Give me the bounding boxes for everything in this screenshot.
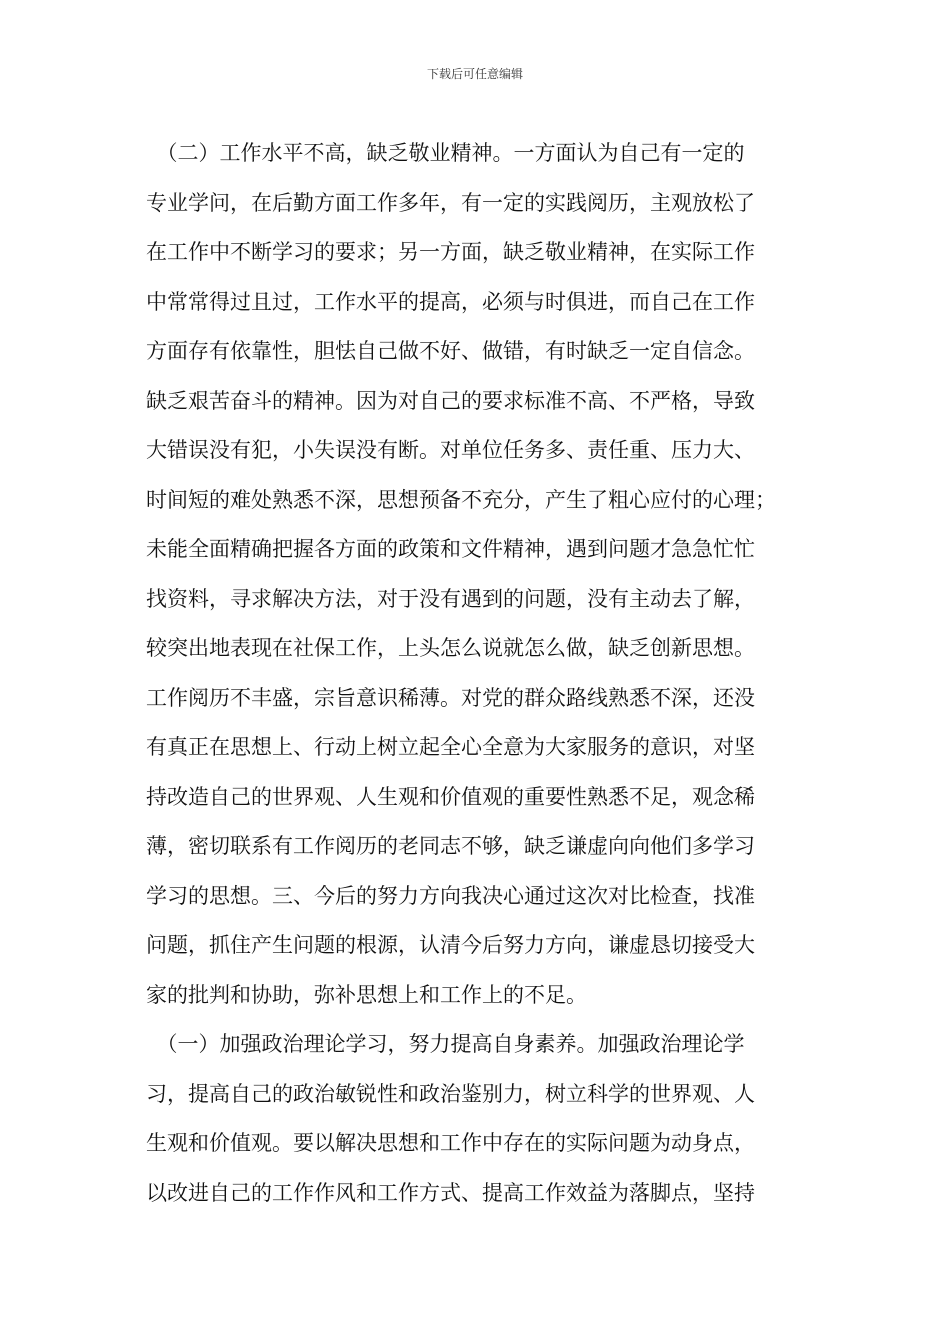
text-line: 学习的思想。三、今后的努力方向我决心通过这次对比检查，找准 bbox=[146, 883, 755, 908]
text-line: 工作阅历不丰盛，宗旨意识稀薄。对党的群众路线熟悉不深，还没 bbox=[146, 685, 755, 710]
text-line: 未能全面精确把握各方面的政策和文件精神，遇到问题才急急忙忙 bbox=[146, 537, 755, 561]
text-line: 较突出地表现在社保工作，上头怎么说就怎么做，缺乏创新思想。 bbox=[146, 636, 755, 660]
text-line: 生观和价值观。要以解决思想和工作中存在的实际问题为动身点， bbox=[146, 1131, 755, 1155]
text-line: 薄，密切联系有工作阅历的老同志不够，缺乏谦虚向向他们多学习 bbox=[146, 834, 755, 858]
text-line: 在工作中不断学习的要求；另一方面，缺乏敬业精神，在实际工作 bbox=[146, 240, 755, 264]
text-line: 持改造自己的世界观、人生观和价值观的重要性熟悉不足，观念稀 bbox=[146, 784, 755, 809]
text-line: 以改进自己的工作作风和工作方式、提高工作效益为落脚点，坚持 bbox=[146, 1180, 755, 1205]
text-line: 问题，抓住产生问题的根源，认清今后努力方向，谦虚恳切接受大 bbox=[146, 933, 755, 957]
text-line: （一）加强政治理论学习，努力提高自身素养。加强政治理论学 bbox=[146, 1032, 745, 1056]
text-line: （二）工作水平不高，缺乏敬业精神。一方面认为自己有一定的 bbox=[146, 141, 745, 165]
text-line: 方面存有依靠性，胆怯自己做不好、做错，有时缺乏一定自信念。 bbox=[146, 339, 755, 363]
text-line: 专业学问，在后勤方面工作多年，有一定的实践阅历，主观放松了 bbox=[146, 190, 755, 215]
text-line: 缺乏艰苦奋斗的精神。因为对自己的要求标准不高、不严格，导致 bbox=[146, 388, 755, 413]
text-line: 中常常得过且过，工作水平的提高，必须与时俱进，而自己在工作 bbox=[146, 289, 755, 314]
text-line: 家的批判和协助，弥补思想上和工作上的不足。 bbox=[146, 982, 587, 1007]
text-line: 大错误没有犯，小失误没有断。对单位任务多、责任重、压力大、 bbox=[146, 438, 755, 462]
text-line: 有真正在思想上、行动上树立起全心全意为大家服务的意识，对坚 bbox=[146, 735, 755, 759]
page-header: 下载后可任意编辑 bbox=[426, 67, 523, 81]
text-line: 习，提高自己的政治敏锐性和政治鉴别力，树立科学的世界观、人 bbox=[146, 1081, 755, 1106]
body-text bbox=[146, 129, 818, 1218]
text-line: 找资料，寻求解决方法，对于没有遇到的问题，没有主动去了解， bbox=[146, 586, 755, 611]
text-line: 时间短的难处熟悉不深，思想预备不充分，产生了粗心应付的心理； bbox=[146, 487, 776, 512]
